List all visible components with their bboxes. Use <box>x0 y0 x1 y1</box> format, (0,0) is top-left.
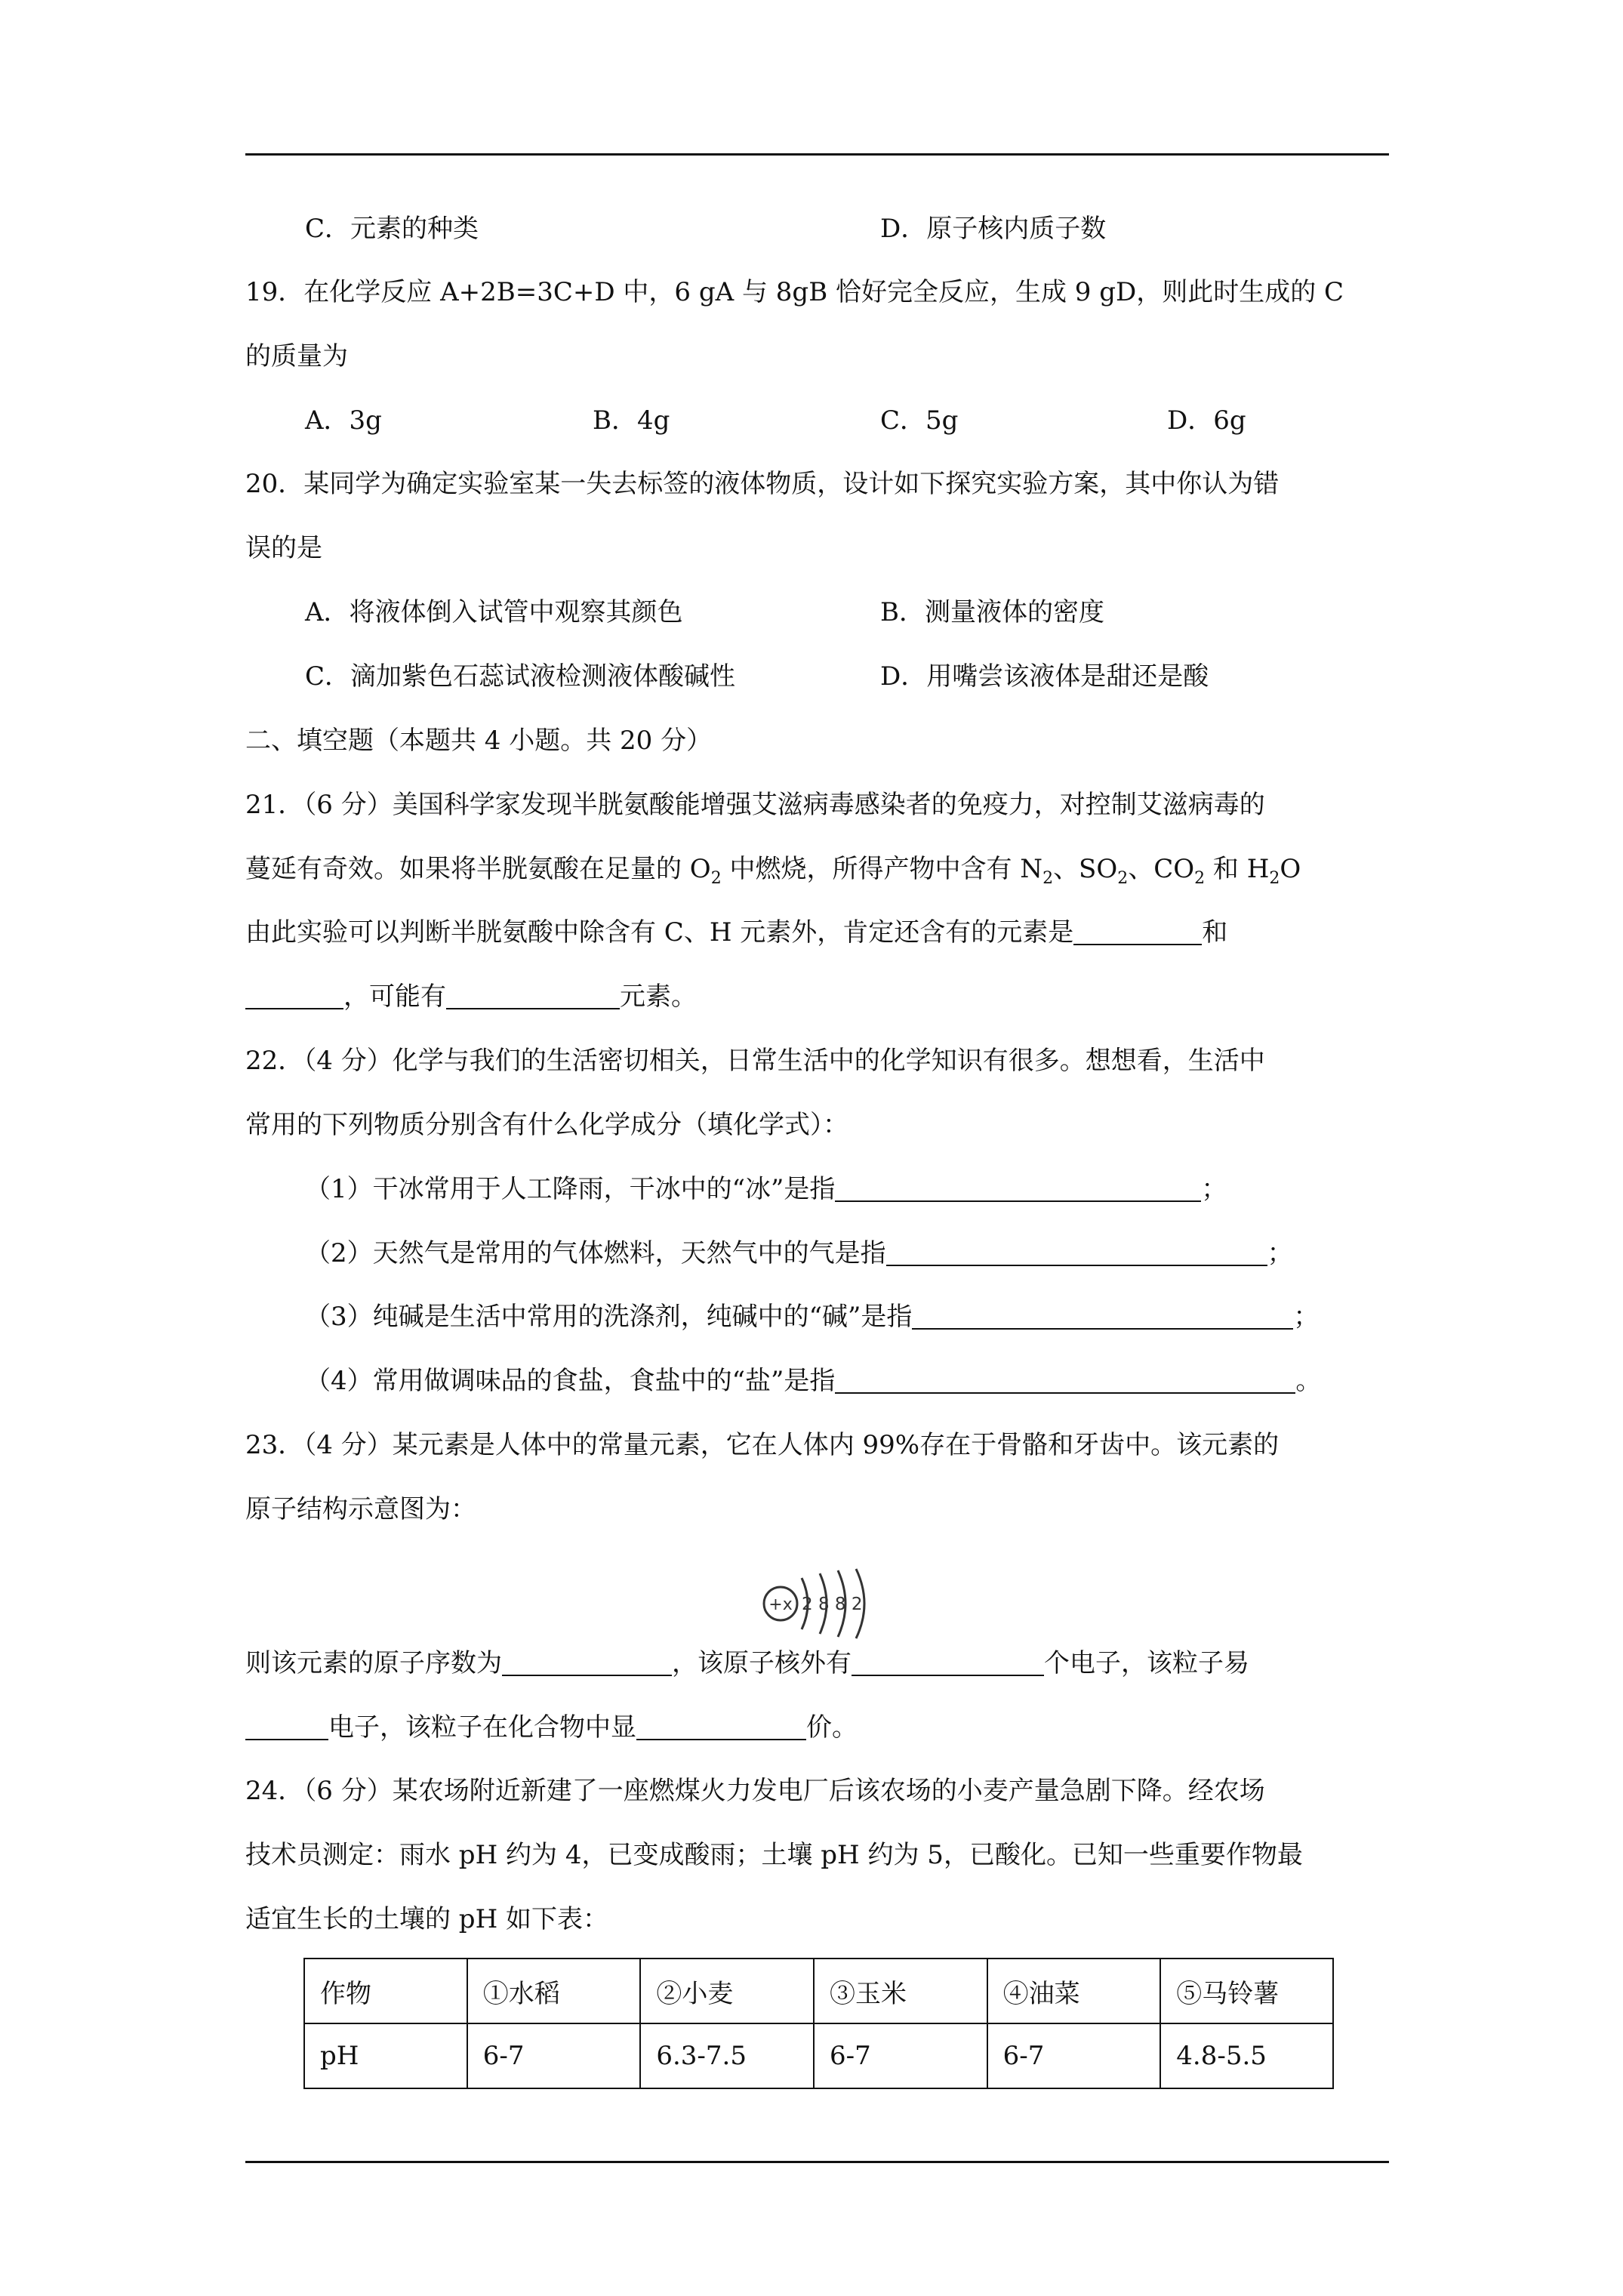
q22-item-2: （2）天然气是常用的气体燃料，天然气中的气是指 ； <box>305 1238 1293 1268</box>
table-cell: ②小麦 <box>640 1959 814 2023</box>
q18-option-d: D．原子核内质子数 <box>880 214 1107 244</box>
shell-electrons-label: 2 8 8 2 <box>802 1595 863 1614</box>
table-cell: ③玉米 <box>814 1959 987 2023</box>
q18-option-c: C．元素的种类 <box>305 214 479 244</box>
q20-option-b: B．测量液体的密度 <box>880 597 1104 627</box>
q19-stem-cont: 的质量为 <box>245 341 348 371</box>
q22-item-4: （4）常用做调味品的食盐，食盐中的“盐”是指 。 <box>305 1366 1322 1396</box>
header-rule <box>245 153 1389 156</box>
q23-blank-1[interactable] <box>502 1649 672 1676</box>
q23-line-3: 则该元素的原子序数为 ，该原子核外有 个电子，该粒子易 <box>245 1648 1249 1678</box>
q21-line-2: 蔓延有奇效。如果将半胱氨酸在足量的 $O_2$ 中燃烧，所得产物中含有 $N_2$、$SO_2$、$CO_2$ 和 $H_2O$ <box>245 854 1301 888</box>
table-cell: 6.3-7.5 <box>640 2023 814 2088</box>
q22-line-2: 常用的下列物质分别含有什么化学成分（填化学式）： <box>245 1110 848 1140</box>
q21-line-4: ，可能有 元素。 <box>245 982 697 1012</box>
q22-item-1: （1）干冰常用于人工降雨，干冰中的“冰”是指 ； <box>305 1174 1227 1204</box>
q23-line-1: 23．（4 分）某元素是人体中的常量元素，它在人体内 99%存在于骨骼和牙齿中。该元素的 <box>245 1430 1280 1460</box>
nucleus-label: +x <box>768 1595 793 1614</box>
section-heading: 二、填空题（本题共 4 小题。共 20 分） <box>245 726 713 756</box>
table-cell: 6-7 <box>814 2023 987 2088</box>
q20-stem-cont: 误的是 <box>245 533 322 563</box>
table-cell: ④油菜 <box>987 1959 1161 2023</box>
table-header-row <box>304 1959 1333 2023</box>
q22-blank-4[interactable] <box>835 1367 1295 1394</box>
q20-option-a: A．将液体倒入试管中观察其颜色 <box>305 597 683 627</box>
table-cell: pH <box>304 2023 467 2088</box>
q22-item-3: （3）纯碱是生活中常用的洗涤剂，纯碱中的“碱”是指 ； <box>305 1302 1320 1332</box>
q19-option-b: B．4g <box>593 405 670 436</box>
q24-line-1: 24．（6 分）某农场附近新建了一座燃煤火力发电厂后该农场的小麦产量急剧下降。经农场 <box>245 1776 1265 1806</box>
q20-option-d: D．用嘴尝该液体是甜还是酸 <box>880 661 1209 692</box>
table-cell: ①水稻 <box>467 1959 641 2023</box>
q23-line-4: 电子，该粒子在化合物中显 价。 <box>245 1712 858 1743</box>
q21-blank-3[interactable] <box>446 982 620 1009</box>
q19-option-c: C．5g <box>880 405 959 436</box>
table-cell: 4.8-5.5 <box>1160 2023 1333 2088</box>
q19-option-a: A．3g <box>305 405 382 436</box>
q22-line-1: 22．（4 分）化学与我们的生活密切相关，日常生活中的化学知识有很多。想想看，生活中 <box>245 1046 1265 1076</box>
q21-line-1: 21．（6 分）美国科学家发现半胱氨酸能增强艾滋病毒感染者的免疫力，对控制艾滋病毒的 <box>245 790 1265 820</box>
q19-option-d: D．6g <box>1167 405 1246 436</box>
q21-blank-2[interactable] <box>245 982 343 1009</box>
table-cell: 6-7 <box>467 2023 641 2088</box>
q22-blank-2[interactable] <box>886 1239 1267 1266</box>
table-cell: ⑤马铃薯 <box>1160 1959 1333 2023</box>
q19-stem: 19．在化学反应 A+2B=3C+D 中，6 gA 与 8gB 恰好完全反应，生成 9 gD，则此时生成的 C <box>245 277 1344 307</box>
atom-structure-diagram <box>755 1560 883 1643</box>
crop-ph-table <box>303 1958 1334 2089</box>
table-cell: 6-7 <box>987 2023 1161 2088</box>
q23-blank-3[interactable] <box>245 1713 328 1740</box>
q20-stem: 20．某同学为确定实验室某一失去标签的液体物质，设计如下探究实验方案，其中你认为错 <box>245 469 1280 499</box>
q22-blank-1[interactable] <box>835 1175 1201 1202</box>
q22-blank-3[interactable] <box>912 1302 1293 1330</box>
q23-blank-4[interactable] <box>636 1713 806 1740</box>
q24-line-3: 适宜生长的土壤的 pH 如下表： <box>245 1904 609 1934</box>
table-cell: 作物 <box>304 1959 467 2023</box>
q24-line-2: 技术员测定：雨水 pH 约为 4，已变成酸雨；土壤 pH 约为 5，已酸化。已知一些重要作物最 <box>245 1840 1303 1870</box>
q23-line-2: 原子结构示意图为： <box>245 1494 476 1524</box>
footer-rule <box>245 2161 1389 2163</box>
q23-blank-2[interactable] <box>852 1649 1044 1676</box>
table-row <box>304 2023 1333 2088</box>
q20-option-c: C．滴加紫色石蕊试液检测液体酸碱性 <box>305 661 736 692</box>
q21-line-3: 由此实验可以判断半胱氨酸中除含有 C、H 元素外，肯定还含有的元素是 和 <box>245 917 1228 948</box>
q21-blank-1[interactable] <box>1073 918 1202 945</box>
